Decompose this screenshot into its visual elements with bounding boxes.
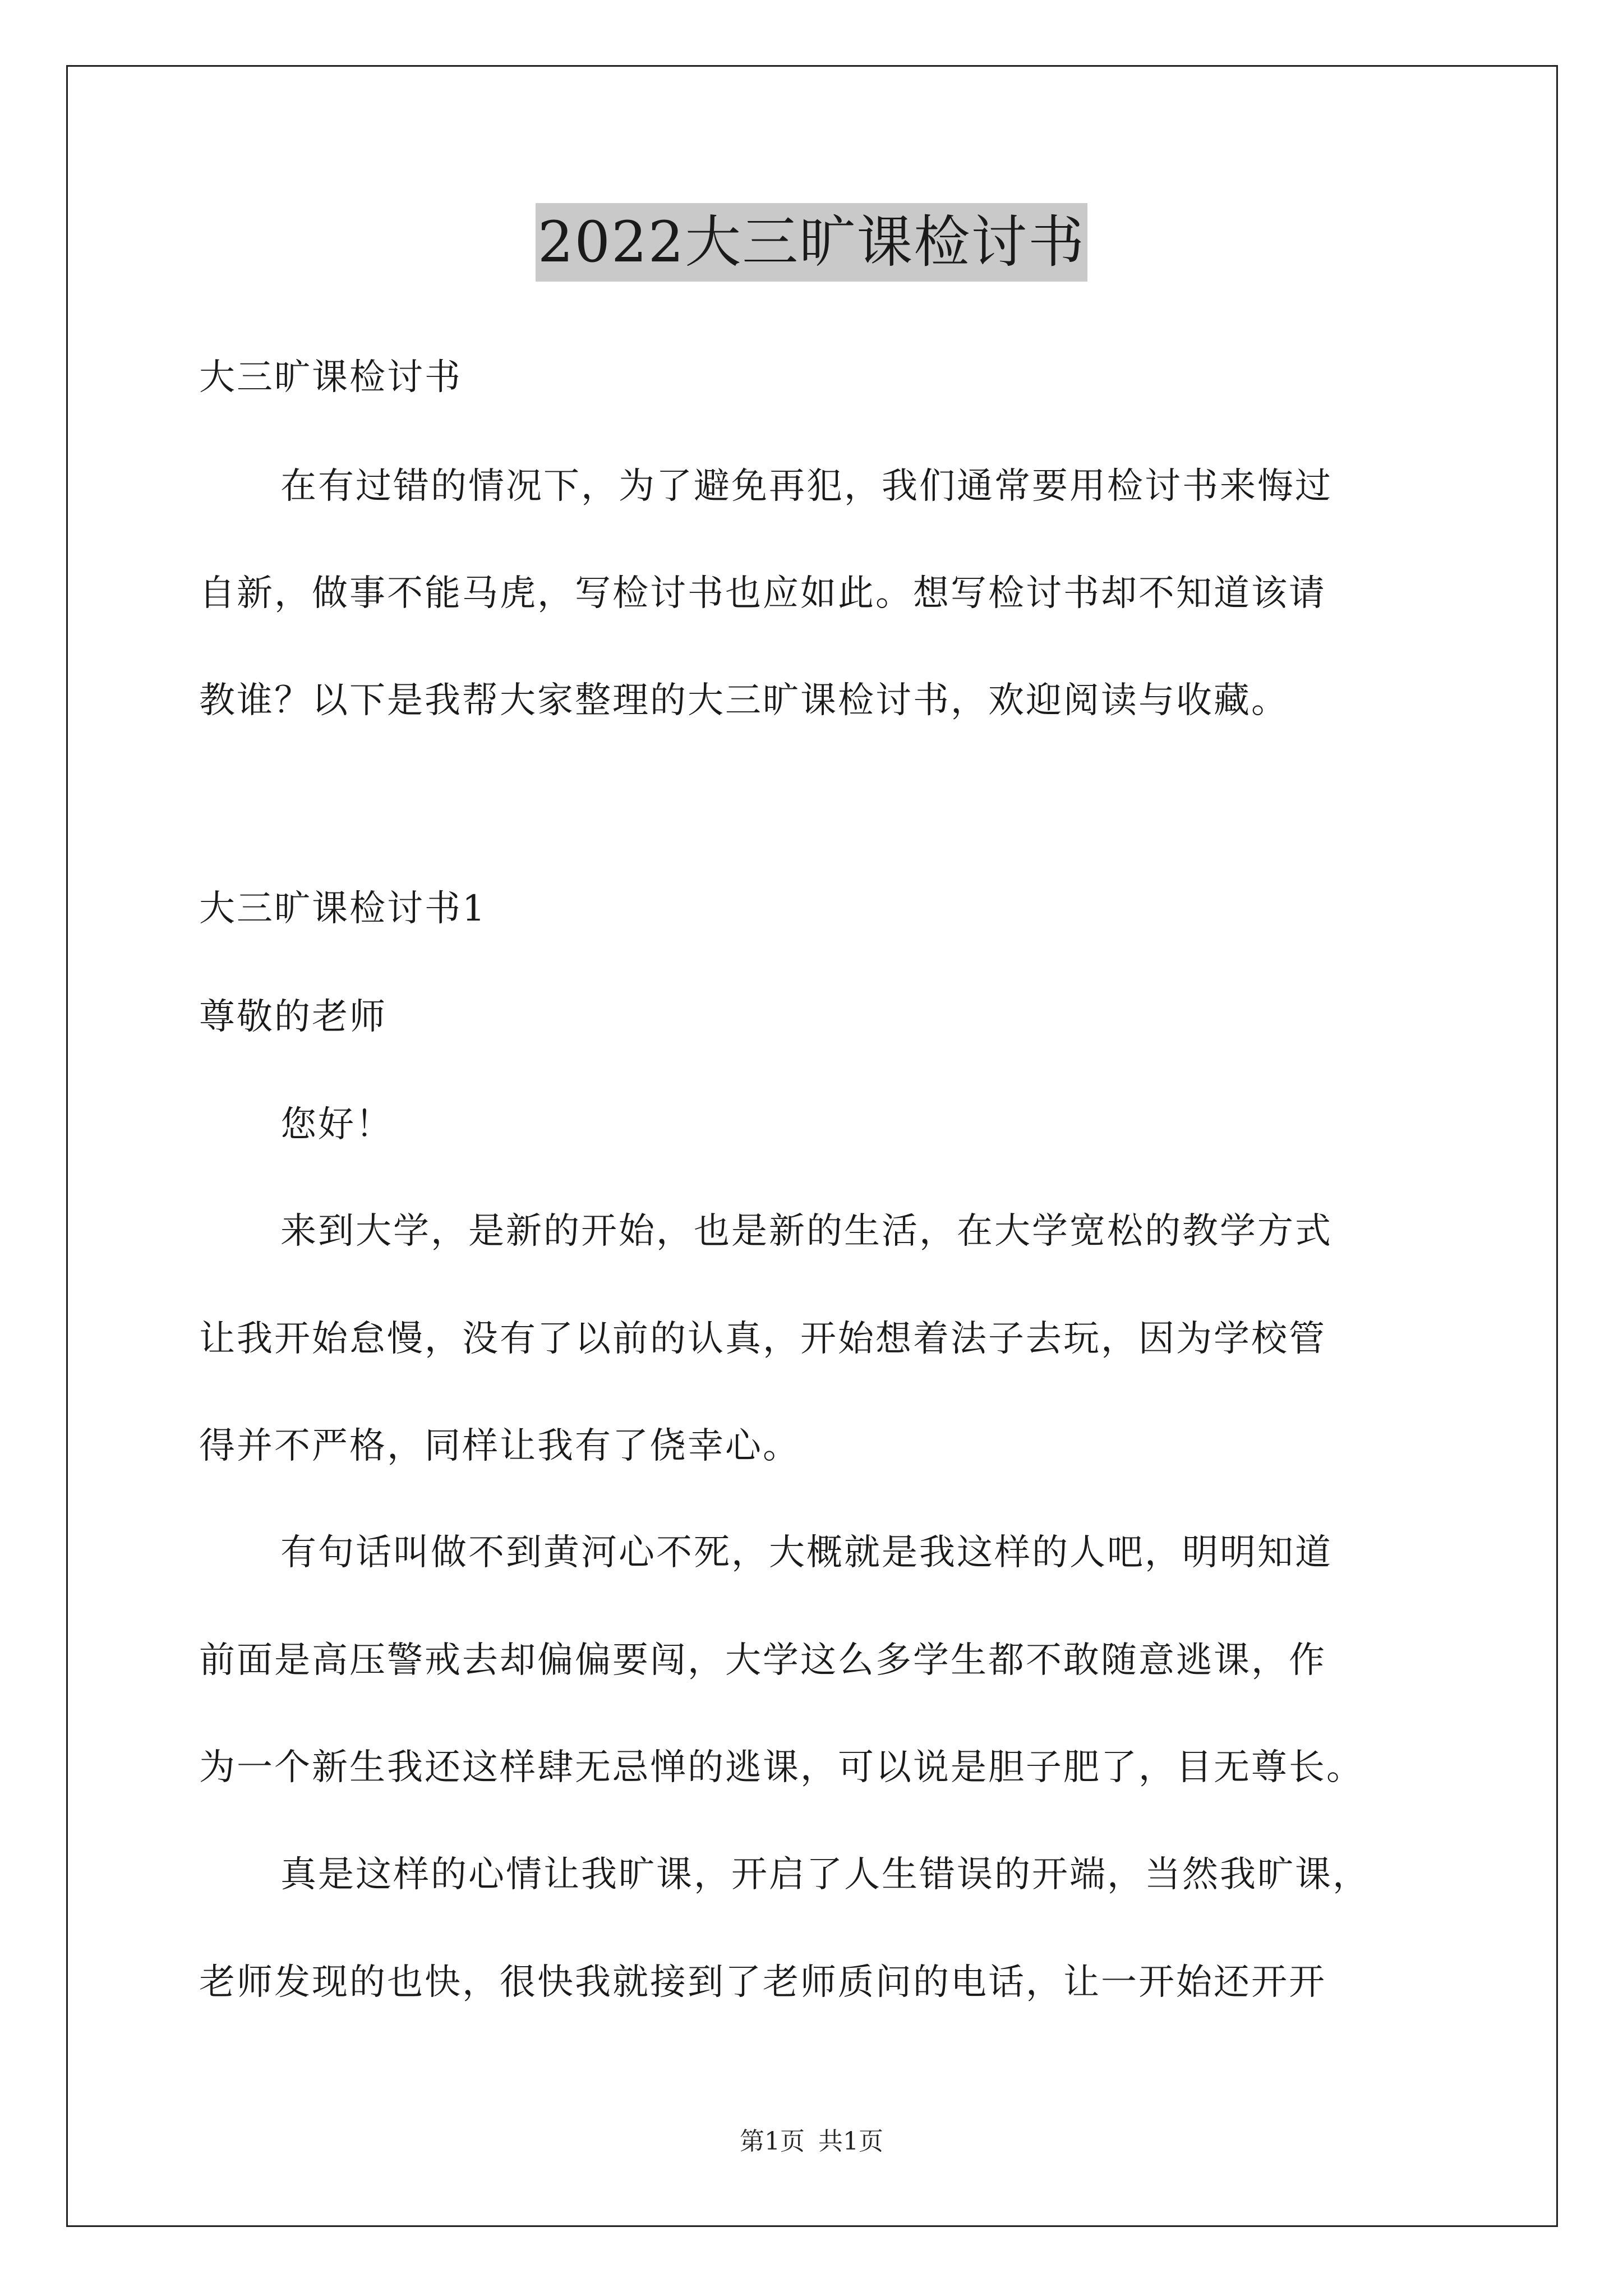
paragraph-line: 老师发现的也快，很快我就接到了老师质问的电话，让一开始还开开: [199, 1962, 1326, 2003]
section-heading: 大三旷课检讨书1: [199, 888, 487, 930]
paragraph-line: 有句话叫做不到黄河心不死，大概就是我这样的人吧，明明知道: [280, 1532, 1332, 1573]
page-footer: [0, 2125, 1623, 2159]
paragraph-line: 让我开始怠慢，没有了以前的认真，开始想着法子去玩，因为学校管: [199, 1318, 1326, 1360]
paragraph-line: 自新，做事不能马虎，写检讨书也应如此。想写检讨书却不知道该请: [199, 573, 1326, 614]
document-title: 2022大三旷课检讨书: [536, 203, 1088, 282]
page-number: 第1页: [740, 2127, 805, 2156]
title-container: [0, 203, 1623, 282]
page-total: 共1页: [818, 2127, 883, 2156]
paragraph-line: 为一个新生我还这样肆无忌惮的逃课，可以说是胆子肥了，目无尊长。: [199, 1747, 1364, 1788]
section-heading: 大三旷课检讨书: [199, 357, 462, 398]
paragraph-line: 教谁？以下是我帮大家整理的大三旷课检讨书，欢迎阅读与收藏。: [199, 680, 1289, 721]
paragraph-line: 得并不严格，同样让我有了侥幸心。: [199, 1425, 800, 1467]
paragraph-line: 在有过错的情况下，为了避免再犯，我们通常要用检讨书来悔过: [280, 466, 1332, 507]
paragraph-line: 真是这样的心情让我旷课，开启了人生错误的开端，当然我旷课，: [280, 1854, 1370, 1895]
paragraph-line: 来到大学，是新的开始，也是新的生活，在大学宽松的教学方式: [280, 1211, 1332, 1252]
salutation: 尊敬的老师: [199, 996, 387, 1038]
paragraph-line: 前面是高压警戒去却偏偏要闯，大学这么多学生都不敢随意逃课，作: [199, 1640, 1326, 1681]
greeting: 您好！: [280, 1104, 393, 1145]
